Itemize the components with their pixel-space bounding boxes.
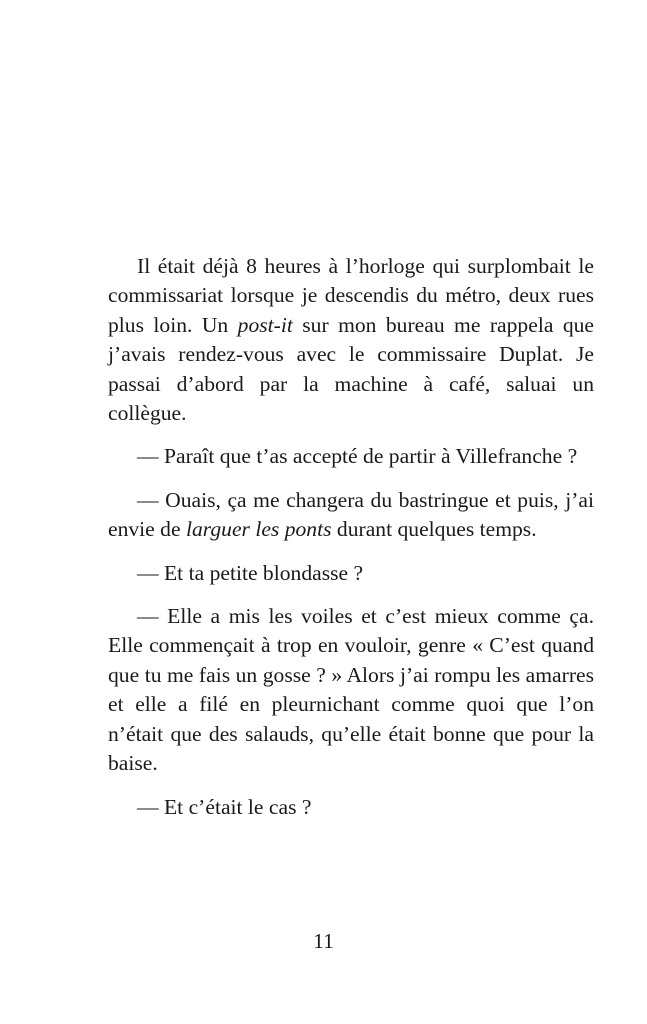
dialogue-line [108, 486, 594, 545]
text-run: — Ouais, ça me changera du bastringue et puis, j’ai envie de [108, 487, 594, 542]
page-number: 11 [313, 929, 334, 953]
text-run: — Et c’était le cas ? [137, 794, 312, 819]
italic-text-run: larguer les ponts [185, 517, 332, 542]
dialogue-line [108, 442, 594, 471]
text-run: sur mon bureau me rappela que j’avais rendez-vous avec le commissaire Duplat. Je passai d’abord par la machine à café, saluai un collègue. [108, 312, 594, 426]
text-run: — Et ta petite blondasse ? [137, 560, 364, 585]
text-run: — Elle a mis les voiles et c’est mieux comme ça. Elle commençait à trop en vouloir, genre « C’est quand que tu me fais un gosse ? » Alors j’ai rompu les amarres et elle a filé en pleurnichant comme quoi que l’on n’était que des salauds, qu’elle était bonne que pour la baise. [108, 604, 594, 776]
dialogue-line [108, 559, 594, 588]
body-text [108, 252, 594, 836]
text-run: — Paraît que t’as accepté de partir à Villefranche ? [137, 444, 578, 469]
italic-text-run: post-it [237, 312, 293, 337]
dialogue-line [108, 793, 594, 822]
paragraph [108, 252, 594, 428]
text-run: durant quelques temps. [331, 517, 537, 542]
dialogue-line [108, 602, 594, 778]
text-run: Il était déjà 8 heures à l’horloge qui surplombait le commissariat lorsque je descendis du métro, deux rues plus loin. Un [108, 254, 594, 337]
